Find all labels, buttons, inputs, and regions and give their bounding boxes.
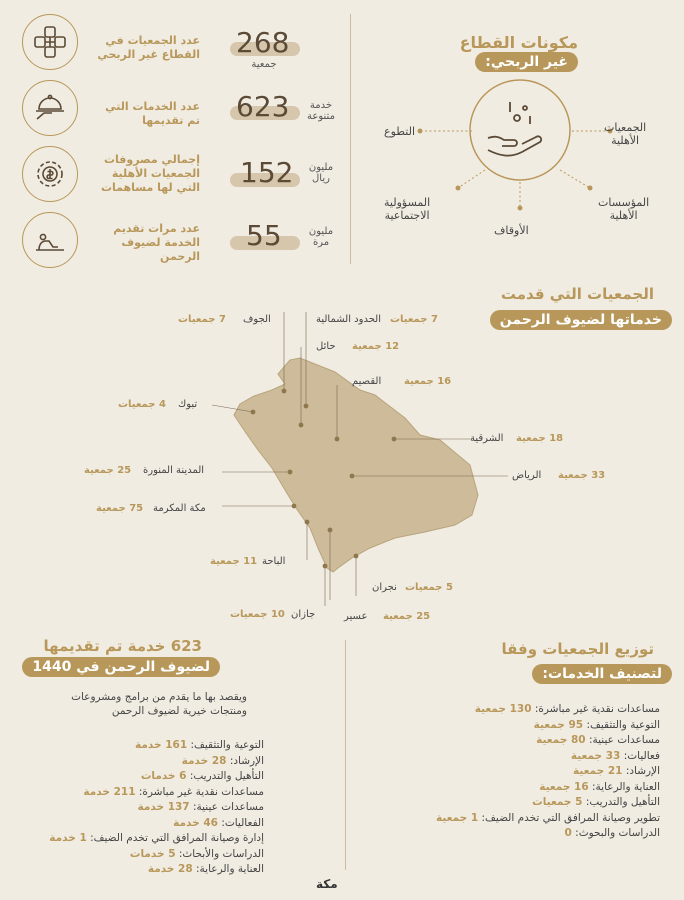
components-title: مكونات القطاع — [459, 33, 578, 52]
stat-times-number: 55 — [246, 219, 282, 252]
stat-associations-label: عدد الجمعيات في القطاع غير الربحي — [97, 34, 200, 61]
list-item: التأهيل والتدريب: 6 خدمات — [140, 770, 264, 782]
map-title: الجمعيات التي قدمت — [500, 285, 654, 303]
region-riyadh-count: 33 جمعية — [558, 470, 606, 481]
list-item: التوعية والتثقيف: 161 خدمة — [135, 739, 264, 751]
list-item: الفعاليات: 46 خدمة — [173, 816, 264, 829]
services-subtitle: لضيوف الرحمن في 1440 — [22, 657, 220, 677]
stat-times-icon-circle — [22, 212, 78, 268]
stat-spending-unit: مليون ريال — [308, 162, 334, 184]
services-description: ويقصد بها ما يقدم من برامج ومشروعات ومنتجات خيرية لضيوف الرحمن — [71, 691, 247, 717]
bottom-divider — [345, 640, 346, 870]
list-item: الإرشاد: 28 خدمة — [181, 754, 264, 767]
saudi-map — [0, 300, 684, 610]
stat-spending-label: إجمالي مصروفات الجمعيات الأهلية التي لها مساهمات — [100, 153, 200, 194]
list-item: مساعدات نقدية غير مباشرة: 211 خدمة — [83, 785, 264, 798]
distribution-list — [410, 702, 660, 842]
region-najran-count: 5 جمعيات — [405, 582, 453, 593]
stat-times-unit: مليون مرة — [308, 226, 334, 248]
stat-associations-icon-circle — [22, 14, 78, 70]
list-item: مساعدات نقدية غير مباشرة: 130 جمعية — [474, 703, 660, 715]
top-divider — [350, 14, 351, 264]
services-list — [24, 738, 264, 878]
distribution-subtitle: لتصنيف الخدمات: — [532, 664, 672, 684]
region-tabuk-count: 4 جمعيات — [118, 399, 166, 410]
region-tabuk-name: تبوك — [178, 399, 198, 410]
list-item: التوعية والتثقيف: 95 جمعية — [533, 718, 660, 731]
hand-coins-icon — [488, 102, 541, 156]
component-associations: الجمعيات الأهلية — [604, 121, 647, 147]
region-northern-name: الحدود الشمالية — [316, 314, 381, 325]
list-item: الدراسات والبحوث: 0 — [564, 827, 660, 839]
stat-services-unit: خدمة متنوعة — [307, 100, 335, 122]
map-subtitle: خدماتها لضيوف الرحمن — [490, 310, 672, 330]
component-social-responsibility: المسؤولية الاجتماعية — [384, 196, 431, 222]
list-item: العناية والرعاية: 16 جمعية — [539, 780, 660, 793]
region-makkah-name: مكة المكرمة — [153, 503, 206, 514]
stat-services-icon-circle — [22, 80, 78, 136]
money-gear-icon — [31, 155, 69, 193]
region-qassim-count: 16 جمعية — [404, 376, 452, 387]
component-foundations: المؤسسات الأهلية — [598, 196, 650, 222]
list-item: الدراسات والأبحاث: 5 خدمات — [129, 847, 264, 860]
region-baha-count: 11 جمعية — [210, 556, 258, 567]
stat-times-label: عدد مرات تقديم الخدمة لضيوف الرحمن — [113, 222, 200, 263]
serving-tray-icon — [31, 89, 69, 127]
list-item: التأهيل والتدريب: 5 جمعيات — [532, 796, 660, 808]
region-baha-name: الباحة — [262, 556, 286, 567]
stat-associations-number: 268 — [236, 26, 290, 59]
makkah-logo: مكة — [316, 877, 338, 891]
list-item: إدارة وصيانة المرافق التي تخدم الضيف: 1 خدمة — [49, 832, 264, 844]
region-jouf-name: الجوف — [243, 314, 271, 325]
list-item: الإرشاد: 21 جمعية — [573, 765, 660, 777]
component-volunteering: التطوع — [384, 125, 415, 138]
list-item: تطوير وصيانة المرافق التي تخدم الضيف: 1 جمعية — [436, 811, 660, 824]
region-najran-name: نجران — [372, 582, 397, 593]
region-hail-name: حائل — [316, 341, 336, 352]
stat-services-label: عدد الخدمات التي تم تقديمها — [105, 100, 200, 127]
list-item: مساعدات عينية: 80 جمعية — [536, 734, 660, 746]
hands-circle-icon — [31, 23, 69, 61]
region-qassim-name: القصيم — [352, 376, 382, 387]
stat-spending-icon-circle — [22, 146, 78, 202]
region-madinah-name: المدينة المنورة — [143, 465, 205, 476]
region-northern-count: 7 جمعيات — [390, 314, 438, 325]
region-riyadh-name: الرياض — [512, 470, 542, 481]
region-hail-count: 12 جمعية — [352, 341, 400, 352]
prayer-pilgrim-icon — [31, 221, 69, 259]
stat-spending-number: 152 — [240, 156, 294, 189]
services-title: 623 خدمة تم تقديمها — [43, 637, 202, 655]
region-eastern-count: 18 جمعية — [516, 433, 564, 444]
components-diagram — [370, 78, 670, 248]
stat-associations-unit: جمعية — [251, 59, 277, 70]
region-jazan-name: جازان — [291, 609, 316, 620]
region-jazan-count: 10 جمعيات — [230, 609, 285, 620]
region-madinah-count: 25 جمعية — [84, 465, 132, 476]
region-asir-count: 25 جمعية — [383, 611, 431, 622]
components-subtitle: غير الربحي: — [475, 52, 578, 72]
list-item: مساعدات عينية: 137 خدمة — [137, 801, 264, 813]
list-item: فعاليات: 33 جمعية — [570, 749, 660, 762]
stat-services-number: 623 — [236, 90, 290, 123]
region-asir-name: عسير — [344, 611, 368, 622]
list-item: العناية والرعاية: 28 خدمة — [147, 863, 264, 875]
region-eastern-name: الشرقية — [470, 433, 504, 444]
region-jouf-count: 7 جمعيات — [178, 314, 226, 325]
distribution-title: توزيع الجمعيات وفقا — [501, 640, 654, 658]
component-awqaf: الأوقاف — [494, 224, 529, 237]
region-makkah-count: 75 جمعية — [96, 503, 144, 514]
